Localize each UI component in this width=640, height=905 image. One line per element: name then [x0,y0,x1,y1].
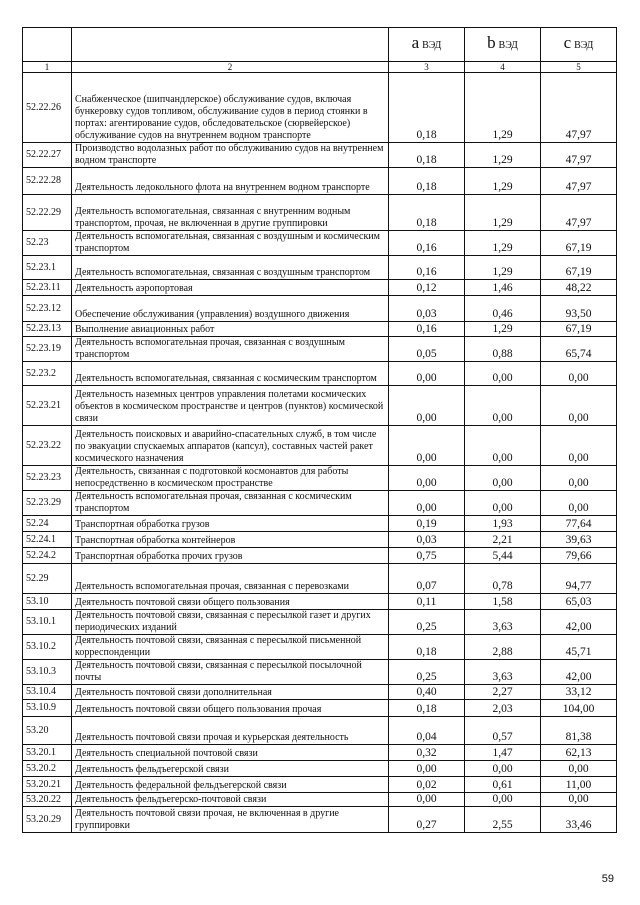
table-row [23,685,617,700]
row-value-b: 1,29 [465,322,541,337]
row-name: Деятельность аэропортовая [72,280,389,296]
row-value-a: 0,00 [389,426,465,466]
row-value-c: 39,63 [541,532,617,548]
table-row [23,491,617,516]
row-value-b: 2,88 [465,635,541,660]
row-value-c: 48,22 [541,280,617,296]
table-body [23,28,617,833]
row-value-a: 0,00 [389,793,465,807]
row-value-b: 1,29 [465,73,541,143]
row-value-c: 94,77 [541,564,617,594]
row-value-c: 0,00 [541,491,617,516]
row-code: 52.23.13 [23,322,72,337]
row-code: 53.20.29 [23,807,72,833]
row-code: 52.23.21 [23,386,72,426]
header-row [23,28,617,62]
row-value-c: 0,00 [541,362,617,386]
row-value-b: 1,58 [465,594,541,610]
column-number: 1 [23,62,72,73]
header-c-letter: c [563,32,572,52]
row-value-c: 0,00 [541,793,617,807]
header-cell-name [72,28,389,62]
row-name: Деятельность поисковых и аварийно-спасательных служб, в том числе по эвакуации спускаемых аппаратов (капсул), составных частей ракет космического назначения [72,426,389,466]
row-code: 53.10.4 [23,685,72,700]
row-name: Транспортная обработка грузов [72,516,389,532]
table-row [23,564,617,594]
row-value-c: 79,66 [541,548,617,564]
table-row [23,73,617,143]
row-value-c: 65,74 [541,337,617,362]
row-value-a: 0,18 [389,143,465,168]
row-value-c: 33,12 [541,685,617,700]
row-name: Деятельность почтовой связи дополнительная [72,685,389,700]
table-row [23,700,617,717]
row-name: Деятельность специальной почтовой связи [72,745,389,761]
row-name: Деятельность фельдъегерской связи [72,761,389,777]
row-value-b: 0,00 [465,491,541,516]
row-value-b: 2,21 [465,532,541,548]
row-name: Деятельность почтовой связи, связанная с пересылкой посылочной почты [72,660,389,685]
row-value-a: 0,11 [389,594,465,610]
row-code: 52.23.12 [23,296,72,322]
row-code: 52.23.2 [23,362,72,386]
row-value-c: 93,50 [541,296,617,322]
table-row [23,337,617,362]
row-code: 53.20.21 [23,777,72,793]
header-cell-c [541,28,617,62]
row-name: Деятельность вспомогательная прочая, связанная с перевозками [72,564,389,594]
row-value-a: 0,03 [389,532,465,548]
table-row [23,362,617,386]
header-cell-a [389,28,465,62]
row-value-a: 0,25 [389,660,465,685]
row-code: 52.22.27 [23,143,72,168]
header-c-sub: ВЭД [574,39,594,51]
row-code: 53.10.9 [23,700,72,717]
row-value-a: 0,75 [389,548,465,564]
row-code: 52.23.23 [23,466,72,491]
row-code: 52.22.26 [23,73,72,143]
data-table [22,27,617,833]
row-value-b: 2,03 [465,700,541,717]
row-name: Деятельность ледокольного флота на внутреннем водном транспорте [72,168,389,195]
row-code: 52.24.1 [23,532,72,548]
row-value-a: 0,16 [389,231,465,256]
row-value-b: 2,27 [465,685,541,700]
row-value-a: 0,05 [389,337,465,362]
row-value-a: 0,25 [389,610,465,635]
table-row [23,548,617,564]
row-value-a: 0,00 [389,466,465,491]
row-code: 52.23 [23,231,72,256]
header-cell-code [23,28,72,62]
row-code: 53.20.2 [23,761,72,777]
table-row [23,745,617,761]
row-value-a: 0,18 [389,73,465,143]
row-value-c: 0,00 [541,386,617,426]
row-value-c: 0,00 [541,426,617,466]
row-value-c: 67,19 [541,322,617,337]
row-code: 52.23.1 [23,256,72,280]
row-name: Деятельность почтовой связи, связанная с пересылкой газет и других периодических изданий [72,610,389,635]
row-value-b: 2,55 [465,807,541,833]
row-value-b: 0,00 [465,426,541,466]
row-value-c: 33,46 [541,807,617,833]
row-value-c: 67,19 [541,231,617,256]
row-code: 52.29 [23,564,72,594]
table-row [23,386,617,426]
row-value-c: 11,00 [541,777,617,793]
row-value-b: 0,46 [465,296,541,322]
row-value-b: 0,00 [465,793,541,807]
row-value-a: 0,03 [389,296,465,322]
column-number: 3 [389,62,465,73]
row-value-a: 0,16 [389,256,465,280]
row-code: 53.10 [23,594,72,610]
row-value-c: 65,03 [541,594,617,610]
row-value-c: 47,97 [541,143,617,168]
row-name: Деятельность вспомогательная прочая, связанная с воздушным транспортом [72,337,389,362]
page-number: 59 [601,873,614,885]
table-row [23,594,617,610]
table-row [23,761,617,777]
row-value-a: 0,00 [389,491,465,516]
row-value-b: 0,57 [465,717,541,745]
row-code: 52.22.28 [23,168,72,195]
row-value-c: 62,13 [541,745,617,761]
row-code: 53.10.1 [23,610,72,635]
table-row [23,610,617,635]
row-value-c: 81,38 [541,717,617,745]
row-name: Снабженческое (шипчандлерское) обслуживание судов, включая бункеровку судов топливом, обслуживание судов в период стоянки в портах: агентирование судов, обследовательское (сюрвейерское) обслуживание судов на внутреннем водном транспорте [72,73,389,143]
row-value-a: 0,18 [389,168,465,195]
row-code: 52.22.29 [23,195,72,231]
header-a-sub: ВЭД [422,39,442,51]
table-row [23,532,617,548]
row-name: Транспортная обработка контейнеров [72,532,389,548]
row-name: Деятельность почтовой связи прочая, не включенная в другие группировки [72,807,389,833]
row-value-c: 42,00 [541,660,617,685]
row-name: Производство водолазных работ по обслуживанию судов на внутреннем водном транспорте [72,143,389,168]
table-row [23,660,617,685]
row-value-b: 1,29 [465,143,541,168]
row-name: Деятельность почтовой связи прочая и курьерская деятельность [72,717,389,745]
column-number: 4 [465,62,541,73]
row-code: 53.20 [23,717,72,745]
row-value-a: 0,12 [389,280,465,296]
table-row [23,717,617,745]
row-name: Транспортная обработка прочих грузов [72,548,389,564]
row-value-a: 0,16 [389,322,465,337]
row-value-b: 0,00 [465,466,541,491]
column-number-row [23,62,617,73]
row-value-b: 3,63 [465,660,541,685]
row-code: 52.23.19 [23,337,72,362]
row-value-b: 0,00 [465,761,541,777]
row-value-c: 77,64 [541,516,617,532]
row-value-b: 5,44 [465,548,541,564]
row-value-c: 0,00 [541,761,617,777]
table-row [23,322,617,337]
row-name: Обеспечение обслуживания (управления) воздушного движения [72,296,389,322]
row-name: Деятельность почтовой связи, связанная с пересылкой письменной корреспонденции [72,635,389,660]
row-value-b: 0,88 [465,337,541,362]
row-value-a: 0,19 [389,516,465,532]
row-code: 53.10.2 [23,635,72,660]
table-row [23,280,617,296]
row-value-a: 0,00 [389,386,465,426]
row-value-c: 67,19 [541,256,617,280]
row-code: 52.24.2 [23,548,72,564]
row-value-b: 1,29 [465,256,541,280]
row-name: Деятельность вспомогательная, связанная с воздушным и космическим транспортом [72,231,389,256]
row-code: 52.23.11 [23,280,72,296]
row-value-a: 0,00 [389,761,465,777]
header-cell-b [465,28,541,62]
row-name: Деятельность фельдъегерско-почтовой связи [72,793,389,807]
row-value-c: 0,00 [541,466,617,491]
row-code: 53.20.1 [23,745,72,761]
row-value-b: 1,29 [465,195,541,231]
row-value-c: 42,00 [541,610,617,635]
row-value-a: 0,04 [389,717,465,745]
row-value-b: 3,63 [465,610,541,635]
row-value-b: 0,61 [465,777,541,793]
table-row [23,426,617,466]
row-code: 53.20.22 [23,793,72,807]
row-value-b: 1,47 [465,745,541,761]
row-value-c: 47,97 [541,73,617,143]
table-row [23,777,617,793]
row-name: Деятельность почтовой связи общего пользования [72,594,389,610]
row-value-c: 45,71 [541,635,617,660]
row-code: 53.10.3 [23,660,72,685]
header-b-sub: ВЭД [498,39,518,51]
column-number: 2 [72,62,389,73]
row-value-b: 1,29 [465,231,541,256]
row-value-b: 1,46 [465,280,541,296]
row-value-a: 0,32 [389,745,465,761]
table-row [23,256,617,280]
row-name: Деятельность федеральной фельдъегерской связи [72,777,389,793]
row-name: Деятельность вспомогательная, связанная с воздушным транспортом [72,256,389,280]
table-row [23,793,617,807]
table-row [23,807,617,833]
table-row [23,168,617,195]
table-row [23,516,617,532]
table-row [23,195,617,231]
table-row [23,635,617,660]
row-value-c: 104,00 [541,700,617,717]
row-name: Деятельность вспомогательная прочая, связанная с космическим транспортом [72,491,389,516]
row-value-b: 0,00 [465,386,541,426]
header-b-letter: b [487,32,496,52]
row-value-a: 0,27 [389,807,465,833]
row-value-b: 0,78 [465,564,541,594]
row-value-b: 1,29 [465,168,541,195]
row-value-c: 47,97 [541,195,617,231]
row-value-b: 1,93 [465,516,541,532]
row-value-a: 0,18 [389,635,465,660]
row-code: 52.24 [23,516,72,532]
row-value-b: 0,00 [465,362,541,386]
row-name: Деятельность, связанная с подготовкой космонавтов для работы непосредственно в космическом пространстве [72,466,389,491]
table-row [23,296,617,322]
row-name: Деятельность вспомогательная, связанная с внутренним водным транспортом, прочая, не включенная в другие группировки [72,195,389,231]
row-name: Деятельность вспомогательная, связанная с космическим транспортом [72,362,389,386]
column-number: 5 [541,62,617,73]
row-name: Деятельность наземных центров управления полетами космических объектов в космическом пространстве и центров (пунктов) космической связи [72,386,389,426]
table-row [23,231,617,256]
row-name: Деятельность почтовой связи общего пользования прочая [72,700,389,717]
row-value-a: 0,07 [389,564,465,594]
header-a-letter: a [411,32,420,52]
row-value-a: 0,18 [389,195,465,231]
row-value-a: 0,18 [389,700,465,717]
table-row [23,143,617,168]
row-code: 52.23.29 [23,491,72,516]
row-value-a: 0,02 [389,777,465,793]
table-row [23,466,617,491]
row-value-a: 0,40 [389,685,465,700]
row-name: Выполнение авиационных работ [72,322,389,337]
row-value-a: 0,00 [389,362,465,386]
row-code: 52.23.22 [23,426,72,466]
row-value-c: 47,97 [541,168,617,195]
